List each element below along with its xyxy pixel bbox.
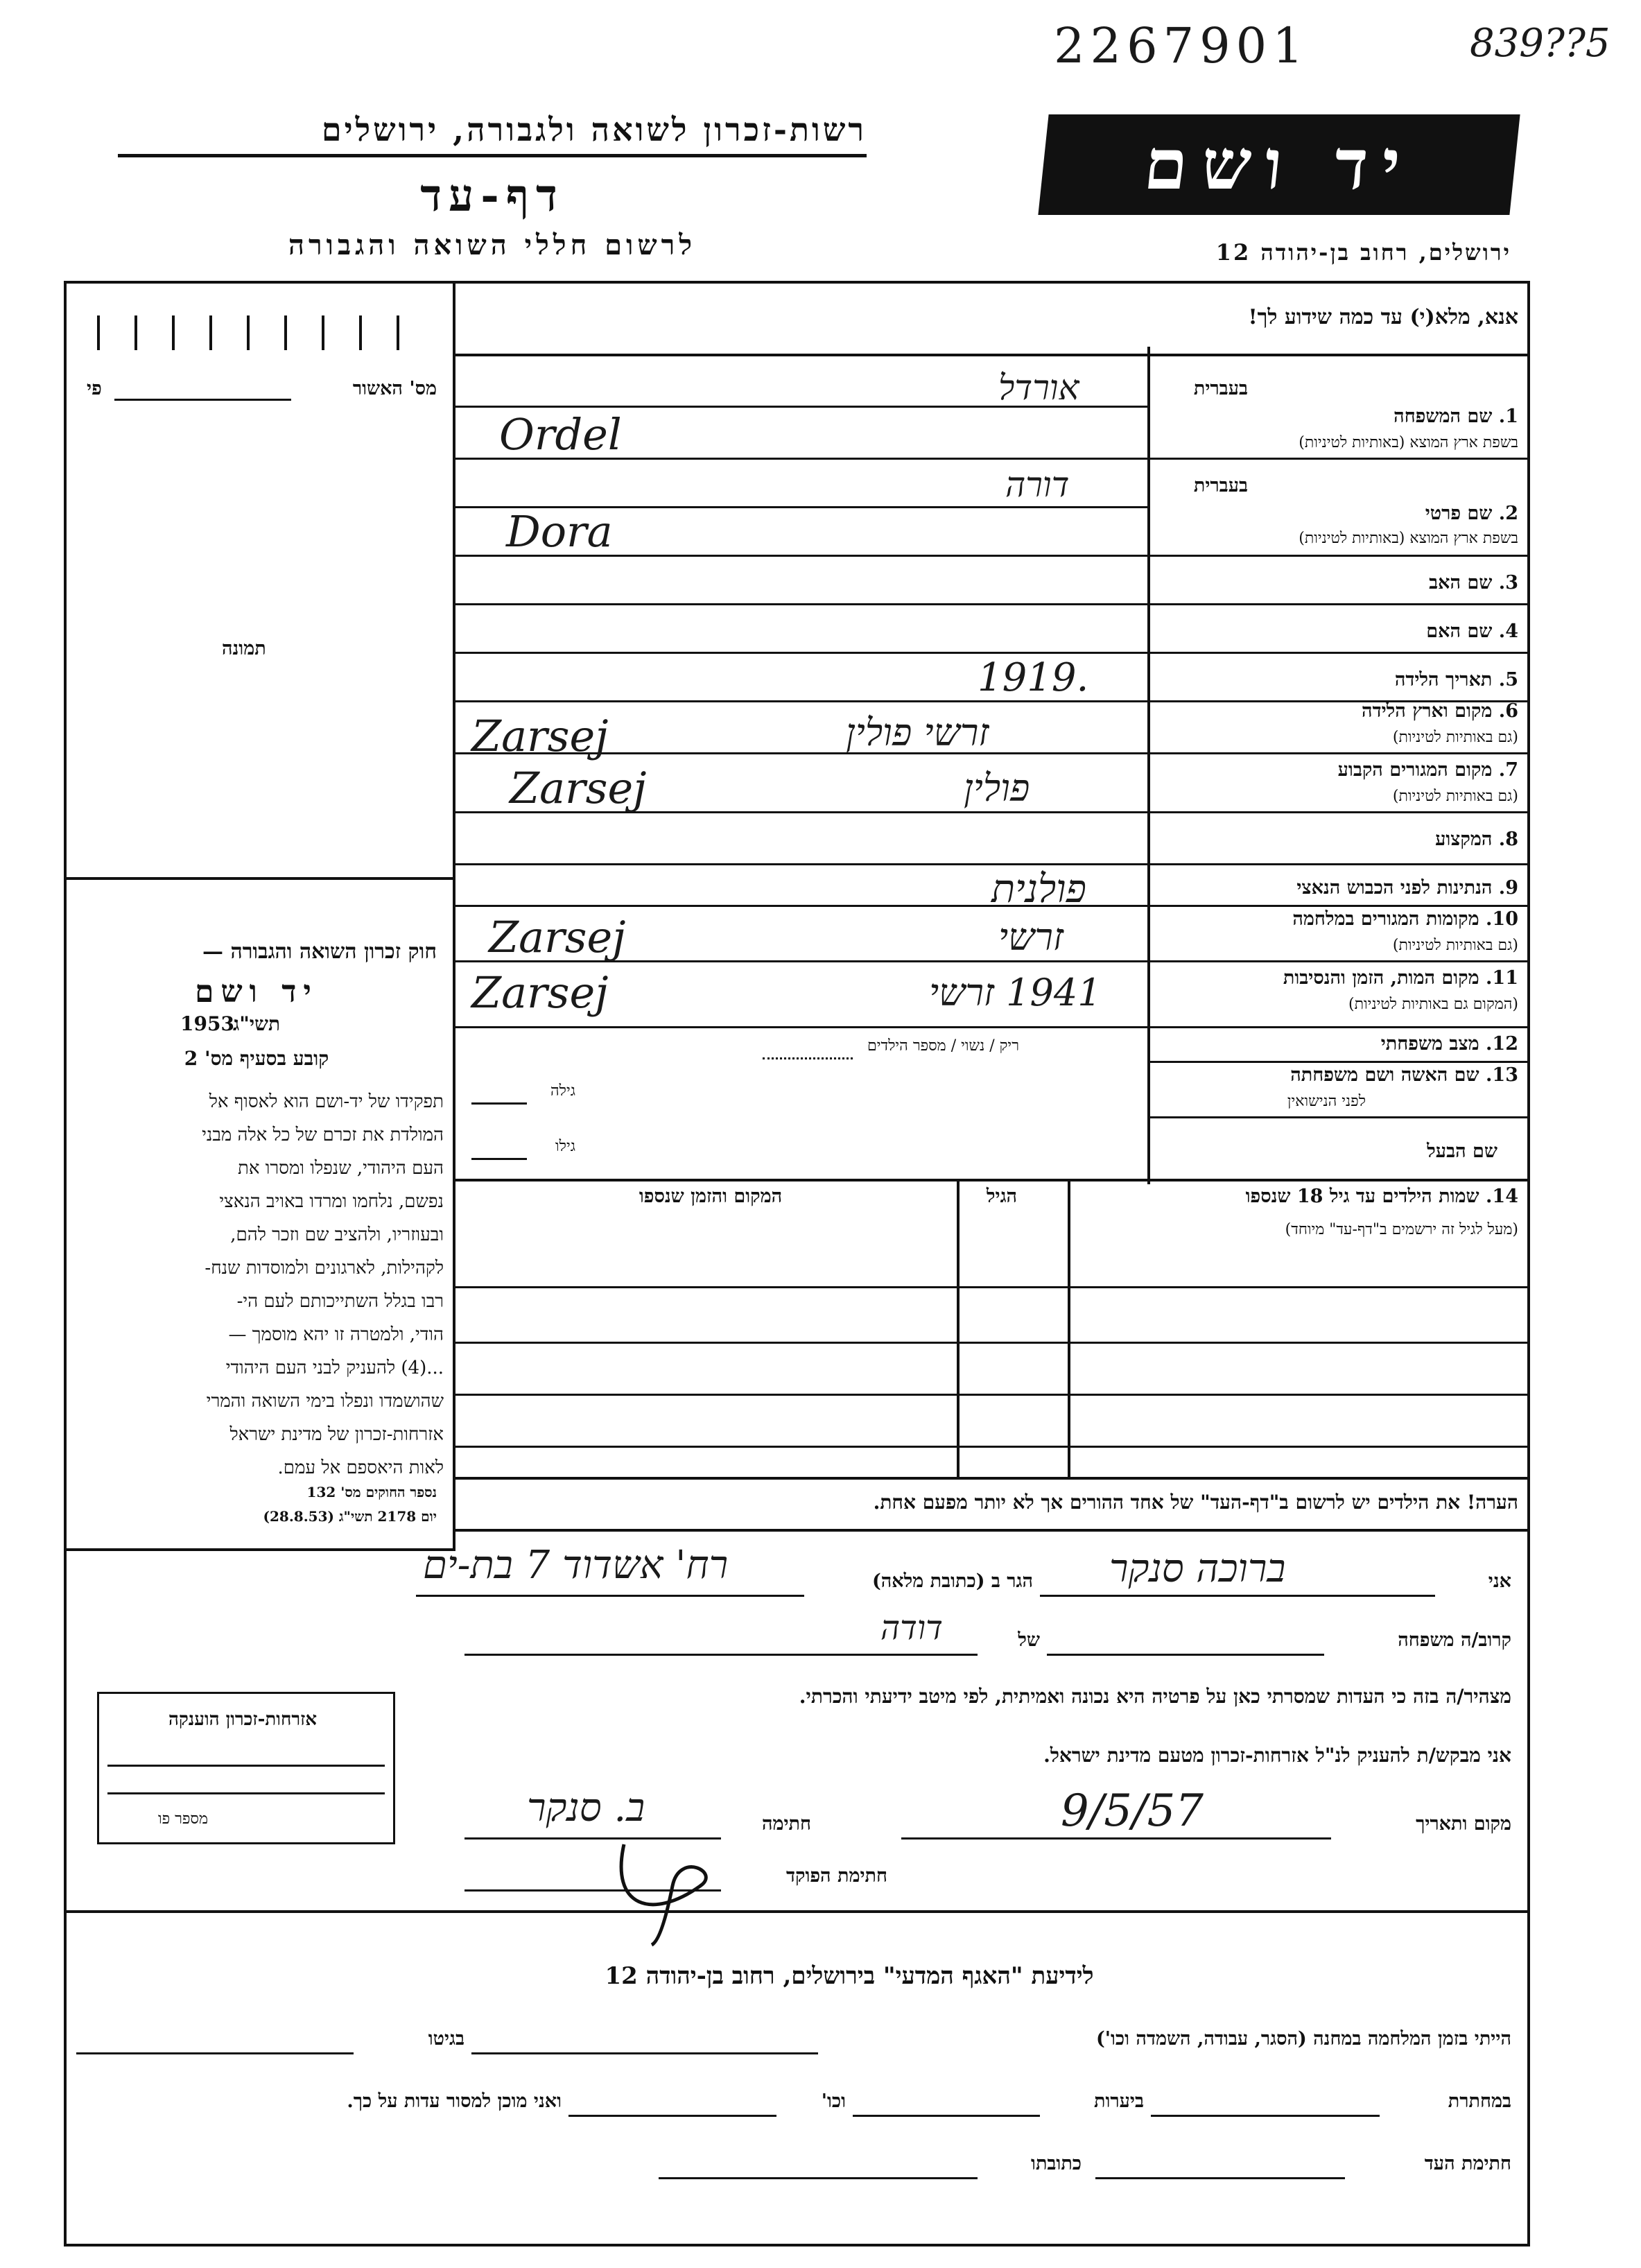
row-sep xyxy=(1150,905,1530,907)
field-1-sub: בשפת ארץ המוצא (באותיות לטיניות) xyxy=(1299,434,1518,451)
field-1-latin-value[interactable]: Ordel xyxy=(499,409,622,460)
field-2-latin-value[interactable]: Dora xyxy=(506,506,613,557)
law-text-line: ...(4) להעניק לבני העם היהודי xyxy=(225,1358,444,1378)
footer-row1-line-1[interactable] xyxy=(471,2052,818,2054)
form-title: דף-עד xyxy=(420,170,564,222)
law-clause: קובע בסעיף מס' 2 xyxy=(184,1047,329,1070)
field-5-text: תאריך הלידה xyxy=(1394,669,1493,691)
law-text-line: לקהילות, לארגונים ולמוסדות שנח- xyxy=(205,1258,444,1279)
officer-signature-mark xyxy=(596,1824,735,1948)
field-5-label xyxy=(1158,669,1518,691)
decl-date-value[interactable]: 9/5/57 xyxy=(1061,1785,1204,1837)
field-13-num: 13. xyxy=(1486,1064,1518,1086)
decl-relative-label: קרוב/ה משפחה xyxy=(1398,1629,1511,1651)
husband-label: שם הבעל xyxy=(1427,1141,1497,1162)
value-line xyxy=(455,863,1149,865)
decl-name-value[interactable]: ברוכה סנקר xyxy=(1109,1546,1286,1591)
row-sep xyxy=(1150,652,1530,654)
field-10-text: מקומות המגורים במלחמה xyxy=(1292,908,1479,930)
law-text-line: אזרחות-זכרון של מדינת ישראל xyxy=(229,1424,444,1445)
field-10-label xyxy=(1158,908,1518,930)
footer-row1-line-2[interactable] xyxy=(76,2052,354,2054)
row-sep xyxy=(1150,1116,1530,1118)
field-11-latin-value[interactable]: Zarsej xyxy=(471,967,609,1018)
children-age-col: הגיל xyxy=(986,1186,1018,1207)
row-sep xyxy=(1150,555,1530,557)
field-3-num: 3. xyxy=(1498,572,1518,594)
decl-place-date-line[interactable] xyxy=(901,1837,1331,1839)
field-4-text: שם האם xyxy=(1426,621,1493,642)
field-1-num: 1. xyxy=(1498,406,1518,427)
section-sep xyxy=(453,1179,1530,1181)
children-row-1 xyxy=(455,1286,1530,1288)
corner-number: 839??5 xyxy=(1470,21,1610,66)
field-2-hebrew-value[interactable]: דורה xyxy=(1005,465,1070,505)
children-place-col: המקום והזמן שנספו xyxy=(639,1186,783,1207)
decl-address-value[interactable]: רח' אשדוד 7 בת-ים xyxy=(423,1543,729,1588)
field-6-hebrew-value[interactable]: זרשי פולין xyxy=(846,711,989,754)
field-7-sub: (גם באותיות לטיניות) xyxy=(1392,788,1518,805)
row-sep xyxy=(1150,811,1530,813)
org-underline xyxy=(118,154,867,157)
decl-of-label: של xyxy=(1018,1629,1040,1651)
field-9-value[interactable]: פולנית xyxy=(991,867,1086,912)
field-9-text: הנתינות לפני הכבוש הנאצי xyxy=(1296,877,1493,899)
footer-row2-line-3[interactable] xyxy=(568,2115,776,2117)
field-1-in-hebrew: בעברית xyxy=(1193,378,1248,399)
field-11-label xyxy=(1158,967,1518,989)
approval-boxes xyxy=(97,315,430,350)
field-2-num: 2. xyxy=(1498,503,1518,524)
field-9-label xyxy=(1158,877,1518,899)
decl-name-line[interactable] xyxy=(1040,1595,1435,1597)
children-row-3 xyxy=(455,1394,1530,1396)
decl-signature-value[interactable]: ב. סנקר xyxy=(527,1785,645,1830)
declaration-bottom xyxy=(64,1910,1530,1913)
field-12-label xyxy=(1158,1033,1518,1055)
approval-suffix: פי xyxy=(87,378,102,399)
field-6-text: מקום וארץ הלידה xyxy=(1362,700,1493,722)
law-name: יד ושם xyxy=(195,974,318,1010)
footer-row2-a: במחתרת xyxy=(1448,2090,1511,2112)
org-line: רשות-זכרון לשואה ולגבורה, ירושלים xyxy=(321,111,867,148)
field-10-num: 10. xyxy=(1486,908,1518,930)
field-2-in-hebrew: בעברית xyxy=(1193,475,1248,496)
field-4-label xyxy=(1158,621,1518,642)
field-9-num: 9. xyxy=(1498,877,1518,899)
field-12-sub: ריק / נשוי / מספר הילדים xyxy=(867,1037,1019,1055)
footer-row2-b: ביערות xyxy=(1093,2090,1144,2112)
row-sep xyxy=(1150,458,1530,460)
decl-officer-label: חתימת הפוקד xyxy=(786,1865,887,1887)
form-intro: אנא, מלא(י) עד כמה שידוע לך! xyxy=(1248,305,1518,329)
row-sep xyxy=(1150,960,1530,962)
label-divider xyxy=(1147,347,1150,1184)
law-text-line: תפקידו של יד-ושם הוא לאסוף אל xyxy=(209,1091,444,1112)
children-table-bottom xyxy=(453,1477,1530,1480)
husband-age-field[interactable] xyxy=(471,1158,527,1160)
footer-title: לידיעת "האגף המדעי" בירושלים, רחוב בן-יהודה 12 xyxy=(605,1962,1094,1990)
value-line xyxy=(455,603,1149,605)
decl-of-line[interactable] xyxy=(464,1654,978,1656)
gazette-1: נספר החוקים מס' 132 xyxy=(306,1484,437,1500)
certificate-number-label: מספר פו xyxy=(157,1810,208,1828)
approval-label: מס' האשור xyxy=(352,378,437,399)
row-sep xyxy=(1150,863,1530,865)
decl-relation-line[interactable] xyxy=(1047,1654,1324,1656)
field-5-value[interactable]: 1919. xyxy=(978,655,1089,700)
field-13-age-field[interactable] xyxy=(471,1102,527,1105)
field-2-label xyxy=(1158,503,1518,524)
field-8-label xyxy=(1158,829,1518,850)
footer-row1-a: הייתי בזמן המלחמה במחנה (הסגר, עבודה, השמדה וכו') xyxy=(1095,2028,1511,2050)
husband-age-label: גילו xyxy=(555,1138,575,1155)
children-row-4 xyxy=(455,1446,1530,1448)
logo-text: יד ושם xyxy=(1140,123,1418,205)
field-6-num: 6. xyxy=(1498,700,1518,722)
children-row-2 xyxy=(455,1342,1530,1344)
law-text-line: נפשם, נלחמו ומרדו באויב הנאצי xyxy=(219,1191,444,1212)
law-year-heb: תשי"ג xyxy=(232,1012,281,1035)
footer-row1-b: בגיטו xyxy=(428,2028,464,2050)
decl-i-label: אני xyxy=(1488,1570,1511,1592)
document-number: 2267901 xyxy=(1054,17,1309,74)
law-text-line: הודי, ולמטרה זו יהא מוסמך — xyxy=(228,1324,444,1345)
field-7-text: מקום המגורים הקבוע xyxy=(1337,759,1493,781)
footer-row3-b: כתובתו xyxy=(1031,2153,1082,2174)
row-sep xyxy=(1150,1026,1530,1028)
footer-row2-c: וכו' xyxy=(821,2090,846,2112)
form-subtitle: לרשום חללי השואה והגבורה xyxy=(288,229,697,261)
value-line xyxy=(455,652,1149,654)
field-1-label xyxy=(1158,406,1518,427)
field-4-num: 4. xyxy=(1498,621,1518,642)
photo-box-bottom xyxy=(64,877,455,880)
footer-row3-line-2[interactable] xyxy=(659,2177,978,2179)
footer-row2-line-1[interactable] xyxy=(1151,2115,1380,2117)
field-14-text: שמות הילדים עד גיל 18 שנספו xyxy=(1245,1186,1479,1207)
law-text-line: המולדת את זכרם של כל אלה מבני xyxy=(202,1125,444,1145)
field-11-text: מקום המות, הזמן והנסיבות xyxy=(1283,967,1479,989)
certificate-title: אזרחות-זכרון הוענקה xyxy=(168,1709,318,1730)
field-7-hebrew-value[interactable]: פולין xyxy=(964,766,1030,810)
children-col-1 xyxy=(1068,1179,1070,1477)
law-text-line: שהושמדו ונפלו בימי השואה והמרי xyxy=(206,1391,444,1412)
field-14-label xyxy=(1068,1186,1518,1207)
law-text-line: רבו בגלל השתייכותם לעם הי- xyxy=(236,1291,444,1312)
address-line: ירושלים, רחוב בן-יהודה 12 xyxy=(1215,239,1511,266)
field-13-text: שם האשה ושם משפחתה xyxy=(1290,1064,1479,1086)
law-text-line: לאות היאספם אל עמם. xyxy=(277,1457,444,1478)
field-10-hebrew-value[interactable]: זרשי xyxy=(998,915,1063,959)
field-13-sub: לפני הנישואין xyxy=(1287,1093,1366,1110)
field-11-num: 11. xyxy=(1486,967,1518,989)
field-12-dots[interactable] xyxy=(763,1057,853,1059)
field-13-age-label: גילה xyxy=(550,1082,575,1100)
law-title: חוק זכרון השואה והגבורה — xyxy=(202,940,437,964)
intro-underline xyxy=(453,354,1530,356)
footer-row3-a: חתימת העד xyxy=(1424,2153,1511,2174)
yad-vashem-logo xyxy=(1038,114,1520,215)
field-8-text: המקצוע xyxy=(1435,829,1493,850)
value-left-border xyxy=(453,361,455,1484)
field-7-latin-value[interactable]: Zarsej xyxy=(510,763,647,813)
field-2-sub: בשפת ארץ המוצא (באותיות לטיניות) xyxy=(1299,530,1518,547)
field-14-sub: (מעל לגיל זה ירשמים ב"דף-עד" מיוחד) xyxy=(1285,1221,1518,1238)
field-3-label xyxy=(1158,572,1518,594)
children-col-2 xyxy=(957,1179,960,1477)
field-11-sub: (המקום גם באותיות לטיניות) xyxy=(1348,996,1518,1013)
field-2-text: שם פרטי xyxy=(1425,503,1493,524)
field-6-sub: (גם באותיות לטיניות) xyxy=(1392,729,1518,746)
law-year: 1953 xyxy=(180,1012,234,1035)
decl-residing-label: הגר ב (כתובת מלאה) xyxy=(871,1570,1033,1592)
row-sep xyxy=(1150,603,1530,605)
decl-address-line[interactable] xyxy=(416,1595,804,1597)
field-14-num: 14. xyxy=(1486,1186,1518,1207)
field-8-num: 8. xyxy=(1498,829,1518,850)
field-10-sub: (גם באותיות לטיניות) xyxy=(1392,937,1518,954)
field-1-hebrew-value[interactable]: אורדל xyxy=(998,367,1079,408)
field-10-latin-value[interactable]: Zarsej xyxy=(489,912,626,962)
field-6-latin-value[interactable]: Zarsej xyxy=(471,711,609,761)
law-text-line: העם היהודי, שנפלו ומסרו את xyxy=(238,1158,444,1179)
decl-statement-1: מצהיר/ה בזה כי העדות שמסרתי כאן על פרטיה היא נכונה ואמיתית, לפי מיטב ידיעתי והכרתי. xyxy=(799,1685,1511,1708)
photo-label: תמונה xyxy=(222,638,266,659)
children-note: הערה! את הילדים יש לרשום ב"דף-העד" של אחד ההורים אך לא יותר מפעם אחת. xyxy=(873,1491,1518,1514)
field-7-num: 7. xyxy=(1498,759,1518,781)
field-6-label xyxy=(1158,700,1518,722)
field-13-label xyxy=(1158,1064,1518,1086)
field-12-num: 12. xyxy=(1486,1033,1518,1055)
field-12-text: מצב משפחתי xyxy=(1380,1033,1479,1055)
footer-row2-line-2[interactable] xyxy=(853,2115,1040,2117)
decl-statement-2: אני מבקש/ת להעניק לנ"ל אזרחות-זכרון מטעם מדינת ישראל. xyxy=(1043,1744,1511,1767)
cert-line-1 xyxy=(107,1765,385,1767)
decl-signature-label: חתימה xyxy=(761,1813,811,1835)
gazette-2: יום 2178 תשי"ג (28.8.53) xyxy=(263,1508,437,1525)
footer-row2-d: ואני מוכן למסור עדות על כך. xyxy=(347,2090,562,2112)
note-underline xyxy=(453,1529,1530,1532)
field-7-label xyxy=(1158,759,1518,781)
footer-row3-line-1[interactable] xyxy=(1095,2177,1345,2179)
decl-place-date-label: מקום ותאריך xyxy=(1416,1813,1511,1835)
row-sep xyxy=(1150,1061,1530,1063)
row-sep xyxy=(1150,752,1530,754)
field-1-text: שם המשפחה xyxy=(1393,406,1493,427)
cert-line-2 xyxy=(107,1792,385,1794)
value-line xyxy=(455,1026,1149,1028)
law-text-line: ובעוזריו, ולהציב שם וזכר להם, xyxy=(230,1224,444,1245)
value-line xyxy=(455,700,1149,702)
sidebar-bottom xyxy=(64,1548,455,1551)
law-text xyxy=(69,1085,444,1484)
approval-field[interactable] xyxy=(114,399,291,401)
decl-relation-value[interactable]: דודה xyxy=(880,1609,943,1647)
field-5-num: 5. xyxy=(1498,669,1518,691)
field-11-hebrew-value[interactable]: 1941 זרשי xyxy=(929,971,1102,1014)
field-3-text: שם האב xyxy=(1429,572,1493,594)
